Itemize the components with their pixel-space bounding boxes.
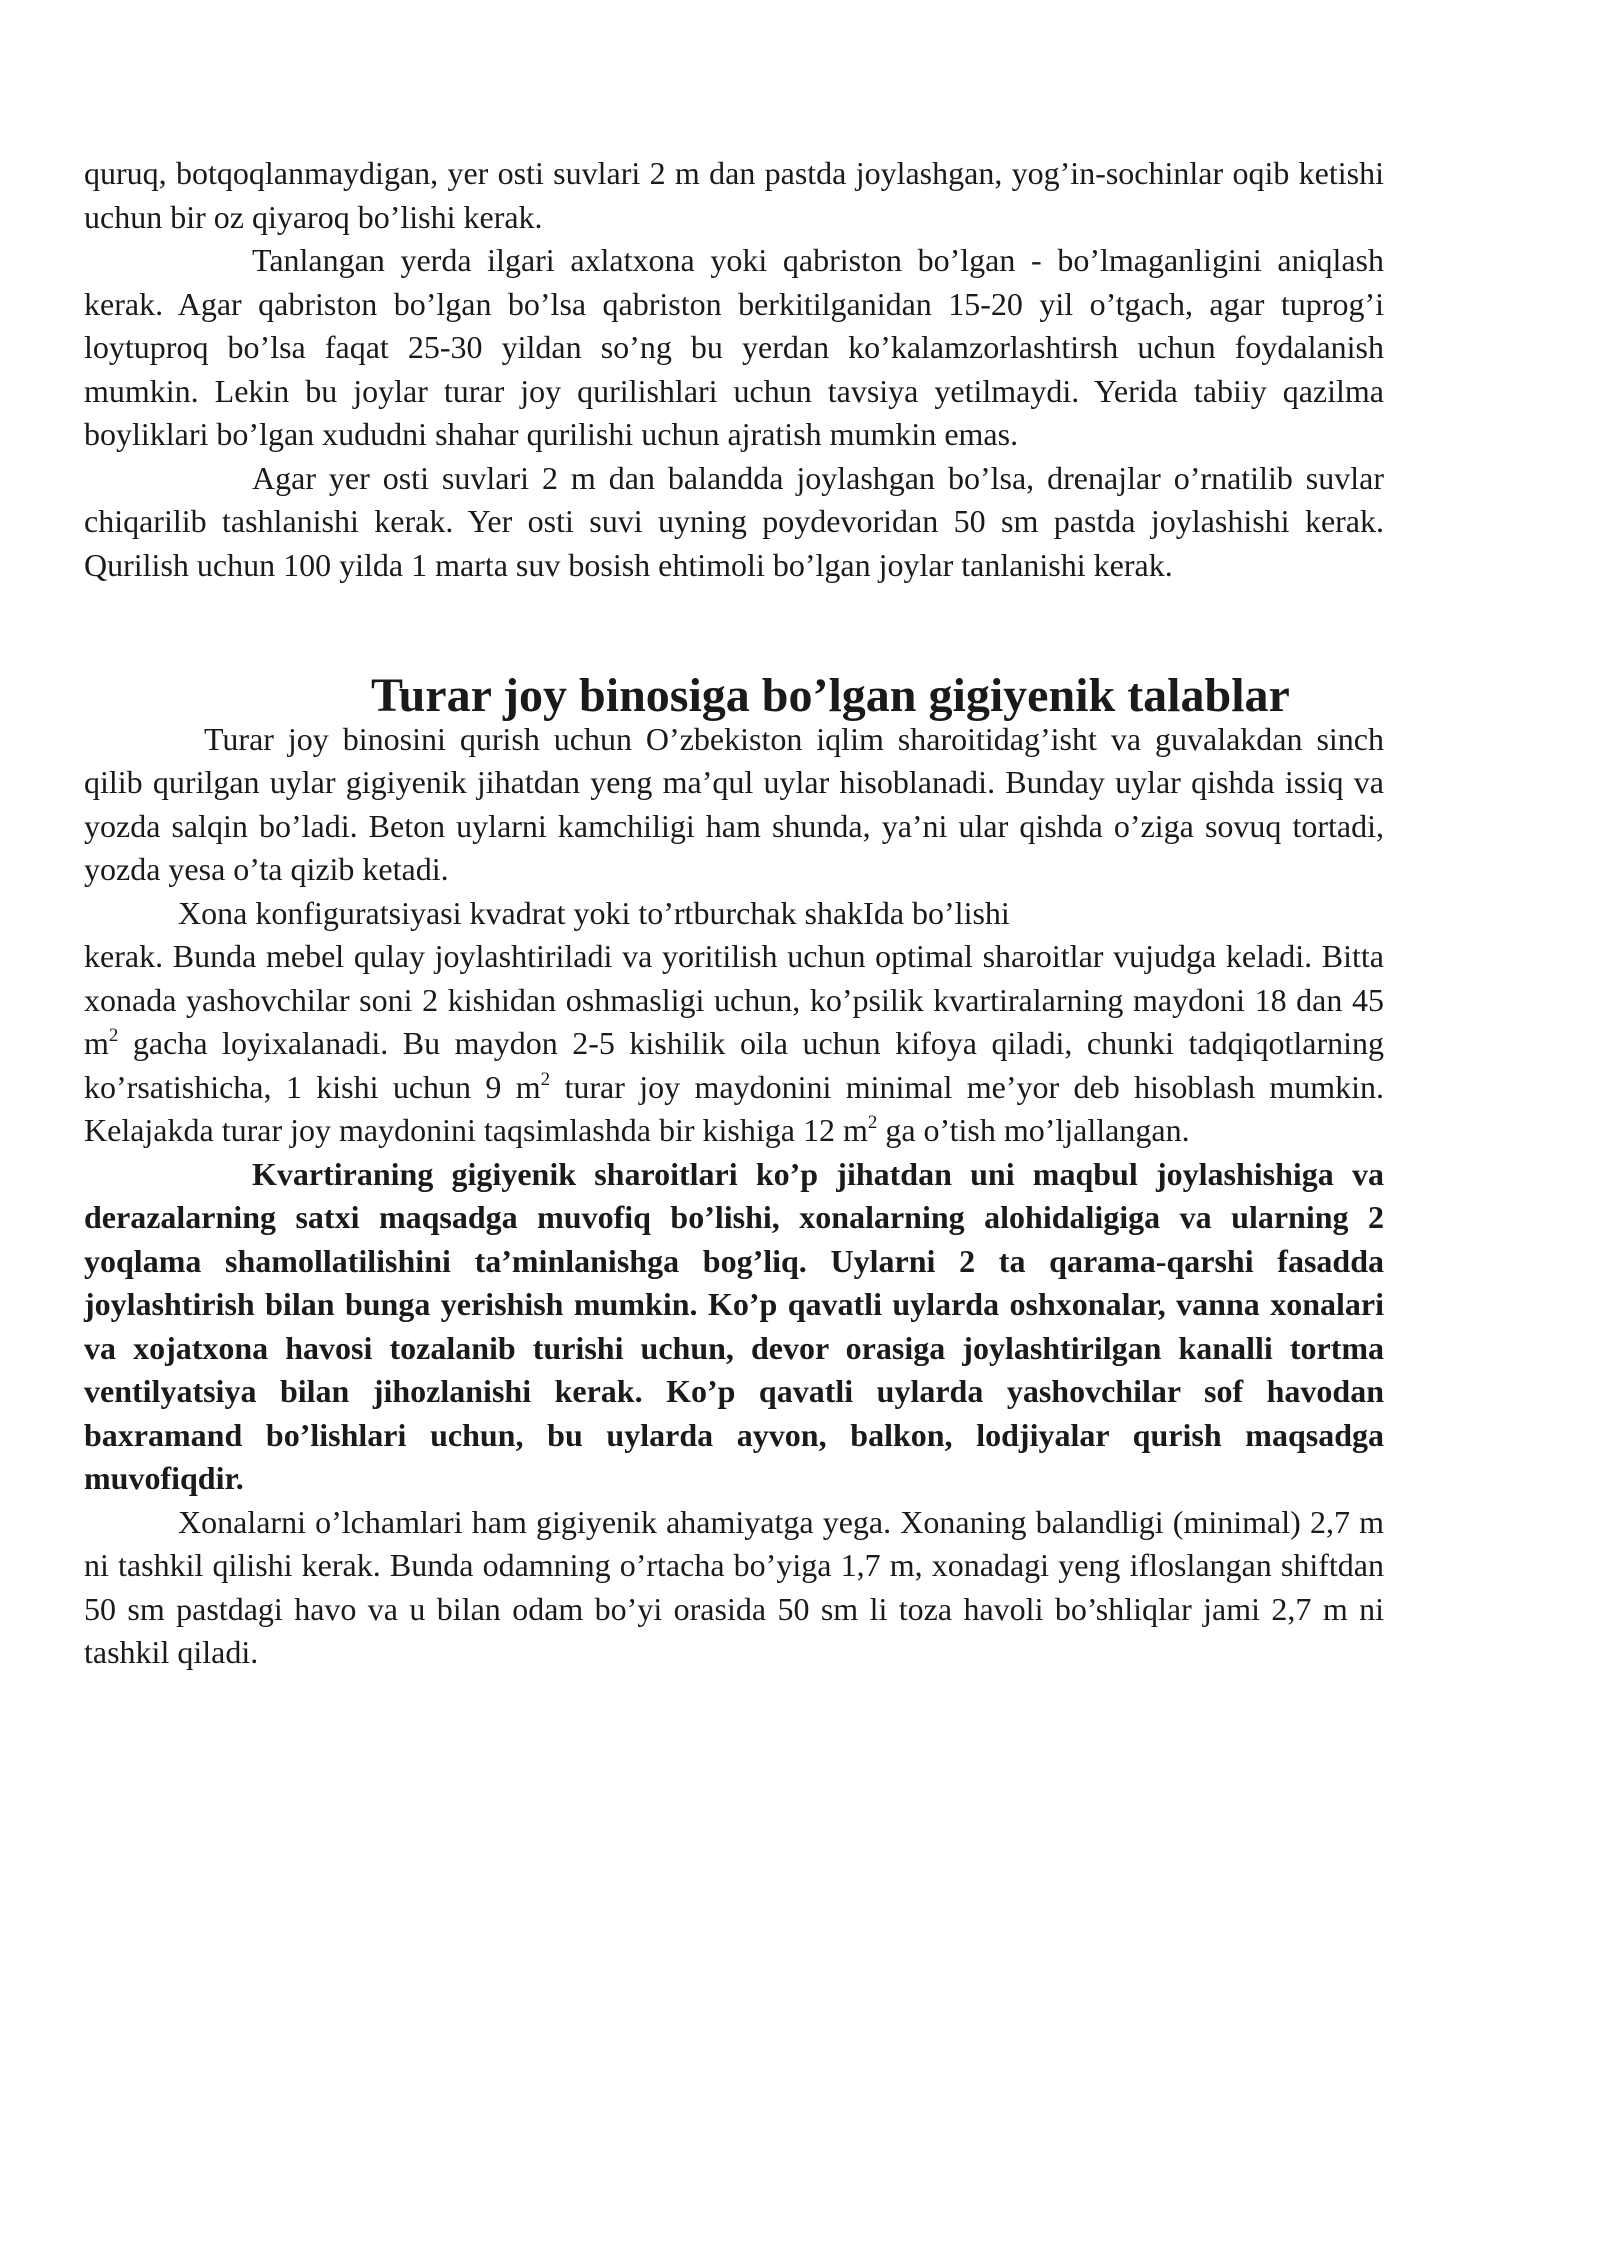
text-segment: ga o’tish mo’ljallangan. bbox=[877, 1112, 1190, 1148]
text-segment: gacha loyixalanadi. Bu maydon 2-5 kishilik oila uchun kifoya qiladi, chunki tadqiqotlarning ko’rsatishicha, 1 kishi uchun 9 m bbox=[84, 1025, 1384, 1105]
paragraph-building-materials: Turar joy binosini qurish uchun O’zbekiston iqlim sharoitidag’isht va guvalakdan sinch qilib qurilgan uylar gigiyenik jihatdan yeng ma’qul uylar hisoblanadi. Bunday uylar qishda issiq va yozda salqin bo’ladi. Beton uylarni kamchiligi ham shunda, ya’ni ular qishda o’ziga sovuq tortadi, yozda yesa o’ta qizib ketadi. bbox=[84, 720, 1384, 887]
document-page bbox=[84, 152, 1384, 1675]
superscript: 2 bbox=[108, 1025, 119, 1046]
section-spacer bbox=[84, 587, 1384, 674]
paragraph-room-dimensions: Xonalarni o’lchamlari ham gigiyenik ahamiyatga yega. Xonaning balandligi (minimal) 2,7 m ni tashkil qilishi kerak. Bunda odamning o’rtacha bo’yiga 1,7 m, xonadagi yeng ifloslangan shiftdan 50 sm pastdagi havo va u bilan odam bo’yi orasida 50 sm li toza havoli bo’shliqlar jami 2,7 m ni tashkil qiladi. bbox=[84, 1503, 1384, 1670]
paragraph-room-configuration-first-line: Xona konfiguratsiyasi kvadrat yoki to’rtburchak shakIda bo’lishi bbox=[178, 894, 1010, 931]
text-segment: turar joy maydonini minimal me’yor deb hisoblash mumkin. Kelajakda turar joy maydonini taqsimlashda bir kishiga 12 m bbox=[84, 1068, 1384, 1148]
superscript: 2 bbox=[867, 1112, 878, 1133]
paragraph-cemetery: Tanlangan yerda ilgari axlatxona yoki qabriston bo’lgan - bo’lmaganligini aniqlash kerak. Agar qabriston bo’lgan bo’lsa qabriston berkitilganidan 15-20 yil o’tgach, agar tuprog’i loytuproq bo’lsa faqat 25-30 yildan so’ng bu yerdan ko’kalamzorlashtirsh uchun foydalanish mumkin. Lekin bu joylar turar joy qurilishlari uchun tavsiya yetilmaydi. Yerida tabiiy qazilma boyliklari bo’lgan xududni shahar qurilishi uchun ajratish mumkin emas. bbox=[84, 242, 1384, 452]
paragraph-groundwater: quruq, botqoqlanmaydigan, yer osti suvlari 2 m dan pastda joylashgan, yog’in-sochinlar oqib ketishi uchun bir oz qiyaroq bo’lishi kerak. bbox=[84, 155, 1384, 235]
section-heading: Turar joy binosiga bo’lgan gigiyenik talablar bbox=[371, 669, 1290, 722]
paragraph-room-configuration bbox=[84, 935, 1384, 1153]
paragraph-drainage: Agar yer osti suvlari 2 m dan balandda joylashgan bo’lsa, drenajlar o’rnatilib suvlar chiqarilib tashlanishi kerak. Yer osti suvi uyning poydevoridan 50 sm pastda joylashishi kerak. Qurilish uchun 100 yilda 1 marta suv bosish ehtimoli bo’lgan joylar tanlanishi kerak. bbox=[84, 459, 1384, 583]
text-segment: kerak. Bunda mebel qulay joylashtiriladi va yoritilish uchun optimal sharoitlar vujudga keladi. Bitta xonada yashovchilar soni 2 kishidan oshmasligi uchun, ko’psilik kvartiralarning maydoni 18 dan 45 m bbox=[84, 938, 1384, 1061]
superscript: 2 bbox=[540, 1068, 551, 1090]
paragraph-ventilation-bold: Kvartiraning gigiyenik sharoitlari ko’p jihatdan uni maqbul joylashishiga va derazalarning satxi maqsadga muvofiq bo’lishi, xonalarning alohidaligiga va ularning 2 yoqlama shamollatilishini ta’minlanishga bog’liq. Uylarni 2 ta qarama-qarshi fasadda joylashtirish bilan bunga yerishish mumkin. Ko’p qavatli uylarda oshxonalar, vanna xonalari va xojatxona havosi tozalanib turishi uchun, devor orasiga joylashtirilgan kanalli tortma ventilyatsiya bilan jihozlanishi kerak. Ko’p qavatli uylarda yashovchilar sof havodan baxramand bo’lishlari uchun, bu uylarda ayvon, balkon, lodjiyalar qurish maqsadga muvofiqdir. bbox=[84, 1155, 1384, 1496]
